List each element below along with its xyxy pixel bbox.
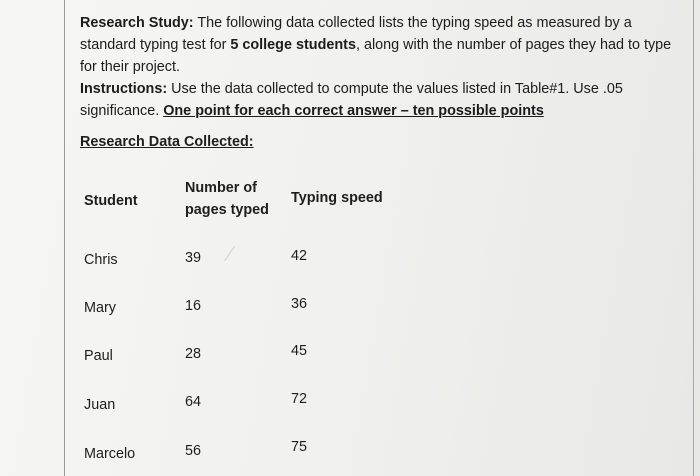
row-student: Paul	[84, 348, 113, 364]
header-student: Student	[84, 193, 138, 209]
row-student: Marcelo	[84, 446, 136, 462]
header-pages-line1: Number of	[185, 180, 257, 196]
row-speed: 75	[291, 439, 308, 455]
study-label: Research Study:	[80, 15, 194, 31]
row-pages: 39	[185, 250, 202, 266]
header-typing-speed: Typing speed	[291, 190, 383, 206]
row-speed: 45	[291, 343, 308, 359]
row-speed: 72	[291, 391, 308, 407]
row-pages: 64	[185, 394, 202, 410]
row-pages: 56	[185, 443, 202, 459]
instructions-label: Instructions:	[80, 81, 168, 97]
study-text-2: , along with the number of pages they had to type for their project.	[80, 37, 672, 75]
row-pages: 16	[185, 298, 202, 314]
study-text-1: The following data collected lists the typing speed as measured by a standard typing test for	[80, 15, 632, 53]
instructions-text: Use the data collected to compute the values listed in Table#1. Use .05 significance.	[80, 81, 623, 119]
row-speed: 42	[291, 248, 308, 264]
row-speed: 36	[291, 296, 308, 312]
study-count: 5 college students	[230, 37, 356, 53]
header-pages-line2: pages typed	[185, 202, 269, 218]
intro-block	[80, 12, 680, 122]
research-study-paragraph	[80, 12, 680, 78]
instructions-paragraph	[80, 78, 680, 122]
section-title: Research Data Collected:	[80, 134, 254, 150]
points-text: One point for each correct answer – ten possible points	[163, 103, 544, 119]
row-student: Mary	[84, 300, 116, 316]
row-pages: 28	[185, 346, 202, 362]
row-student: Chris	[84, 252, 118, 268]
row-student: Juan	[84, 397, 116, 413]
